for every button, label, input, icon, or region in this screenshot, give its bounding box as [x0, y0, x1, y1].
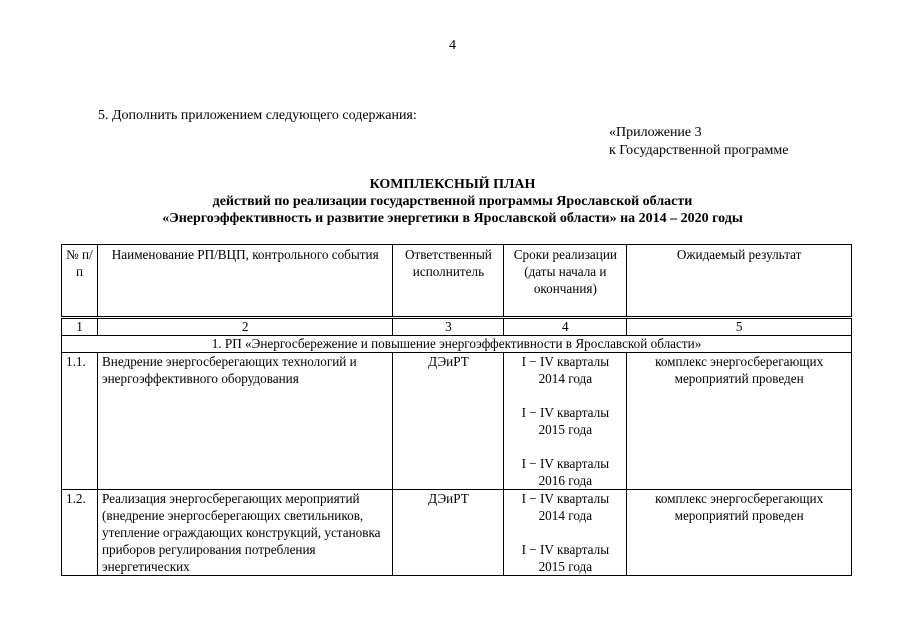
table-header-row — [62, 245, 852, 318]
plan-title: КОМПЛЕКСНЫЙ ПЛАН — [369, 177, 536, 192]
row-executor: ДЭиРТ — [393, 490, 504, 576]
column-number: 1 — [62, 318, 98, 336]
row-number: 1.1. — [62, 353, 98, 490]
row-name: Внедрение энергосберегающих технологий и энергоэффективного оборудования — [97, 353, 393, 490]
column-number: 5 — [627, 318, 852, 336]
period-quarters: I − IV кварталы — [521, 542, 610, 557]
instruction-text: 5. Дополнить приложением следующего содержания: — [98, 108, 417, 123]
period-entry — [508, 490, 622, 524]
column-number-row — [62, 318, 852, 336]
row-result: комплекс энергосберегающих мероприятий проведен — [627, 353, 852, 490]
period-entry — [508, 455, 622, 489]
period-entry — [508, 353, 622, 387]
row-result: комплекс энергосберегающих мероприятий проведен — [627, 490, 852, 576]
appendix-line-2: к Государственной программе — [609, 143, 789, 158]
table-row — [62, 353, 852, 490]
column-number: 4 — [504, 318, 627, 336]
plan-subtitle-2: «Энергоэффективность и развитие энергетики в Ярославской области» на 2014 – 2020 годы — [162, 211, 743, 226]
row-executor: ДЭиРТ — [393, 353, 504, 490]
period-year: 2015 года — [538, 422, 593, 437]
row-periods — [504, 353, 627, 490]
period-year: 2014 года — [538, 508, 593, 523]
header-executor: Ответственный исполнитель — [393, 245, 504, 318]
page-number: 4 — [449, 38, 456, 53]
row-name: Реализация энергосберегающих мероприятий (внедрение энергосберегающих светильников, утепление ограждающих конструкций, установка приборов регулирования потребления энергетических — [97, 490, 393, 576]
column-number: 2 — [97, 318, 393, 336]
plan-table — [61, 244, 852, 576]
period-quarters: I − IV кварталы — [521, 456, 610, 471]
header-result: Ожидаемый результат — [627, 245, 852, 318]
period-year: 2014 года — [538, 371, 593, 386]
plan-subtitle-1: действий по реализации государственной программы Ярославской области — [212, 194, 693, 209]
table-row — [62, 490, 852, 576]
period-year: 2016 года — [538, 473, 593, 488]
period-quarters: I − IV кварталы — [521, 405, 610, 420]
row-periods — [504, 490, 627, 576]
column-number: 3 — [393, 318, 504, 336]
period-year: 2015 года — [538, 559, 593, 574]
header-terms: Сроки реализации (даты начала и окончания) — [504, 245, 627, 318]
period-entry — [508, 404, 622, 438]
section-row — [62, 336, 852, 353]
appendix-line-1: «Приложение 3 — [609, 125, 702, 140]
section-title: 1. РП «Энергосбережение и повышение энергоэффективности в Ярославской области» — [62, 336, 852, 353]
period-quarters: I − IV кварталы — [521, 491, 610, 506]
period-entry — [508, 541, 622, 575]
header-num: № п/п — [62, 245, 98, 318]
row-number: 1.2. — [62, 490, 98, 576]
header-name: Наименование РП/ВЦП, контрольного события — [97, 245, 393, 318]
appendix-reference — [609, 124, 788, 160]
period-quarters: I − IV кварталы — [521, 354, 610, 369]
plan-title-block — [0, 176, 905, 227]
